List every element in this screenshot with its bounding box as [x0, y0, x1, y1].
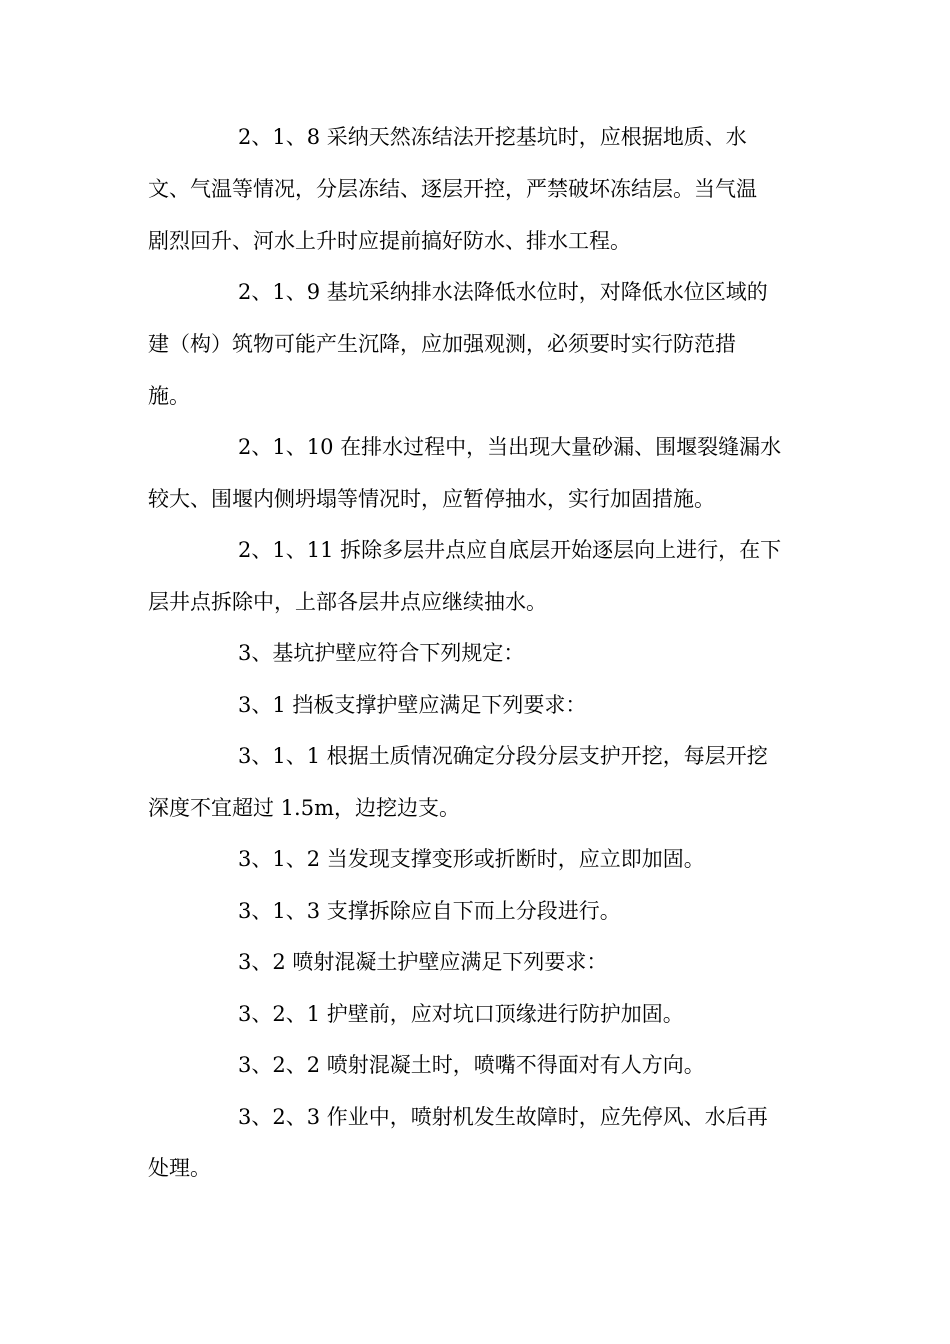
- paragraph-line: 剧烈回升、河水上升时应提前搞好防水、排水工程。: [148, 229, 631, 253]
- paragraph-line: 3、1、1 根据土质情况确定分段分层支护开挖，每层开挖: [238, 744, 768, 768]
- paragraph-line: 2、1、8 采纳天然冻结法开挖基坑时，应根据地质、水: [238, 125, 747, 149]
- paragraph-line: 施。: [148, 384, 190, 408]
- paragraph-line: 2、1、11 拆除多层井点应自底层开始逐层向上进行，在下: [238, 538, 782, 562]
- paragraph-line: 层井点拆除中，上部各层井点应继续抽水。: [148, 590, 547, 614]
- paragraph-line: 3、2、1 护壁前，应对坑口顶缘进行防护加固。: [238, 1002, 684, 1026]
- paragraph-line: 3、2、3 作业中，喷射机发生故障时，应先停风、水后再: [238, 1105, 768, 1129]
- paragraph-line: 3、1、2 当发现支撑变形或折断时，应立即加固。: [238, 847, 705, 871]
- paragraph-line: 处理。: [148, 1156, 211, 1180]
- paragraph-line: 建（构）筑物可能产生沉降，应加强观测，必须要时实行防范措: [148, 332, 736, 356]
- paragraph-line: 3、2、2 喷射混凝土时，喷嘴不得面对有人方向。: [238, 1053, 705, 1077]
- paragraph-line: 文、气温等情况，分层冻结、逐层开控，严禁破坏冻结层。当气温: [148, 177, 757, 201]
- paragraph-line: 3、2 喷射混凝土护壁应满足下列要求：: [238, 950, 608, 974]
- paragraph-line: 深度不宜超过 1.5m，边挖边支。: [148, 796, 460, 820]
- paragraph-line: 3、基坑护壁应符合下列规定：: [238, 641, 525, 665]
- paragraph-line: 3、1、3 支撑拆除应自下而上分段进行。: [238, 899, 621, 923]
- paragraph-line: 较大、围堰内侧坍塌等情况时，应暂停抽水，实行加固措施。: [148, 487, 715, 511]
- paragraph-line: 2、1、10 在排水过程中，当出现大量砂漏、围堰裂缝漏水: [238, 435, 782, 459]
- paragraph-line: 3、1 挡板支撑护壁应满足下列要求：: [238, 693, 587, 717]
- paragraph-line: 2、1、9 基坑采纳排水法降低水位时，对降低水位区域的: [238, 280, 768, 304]
